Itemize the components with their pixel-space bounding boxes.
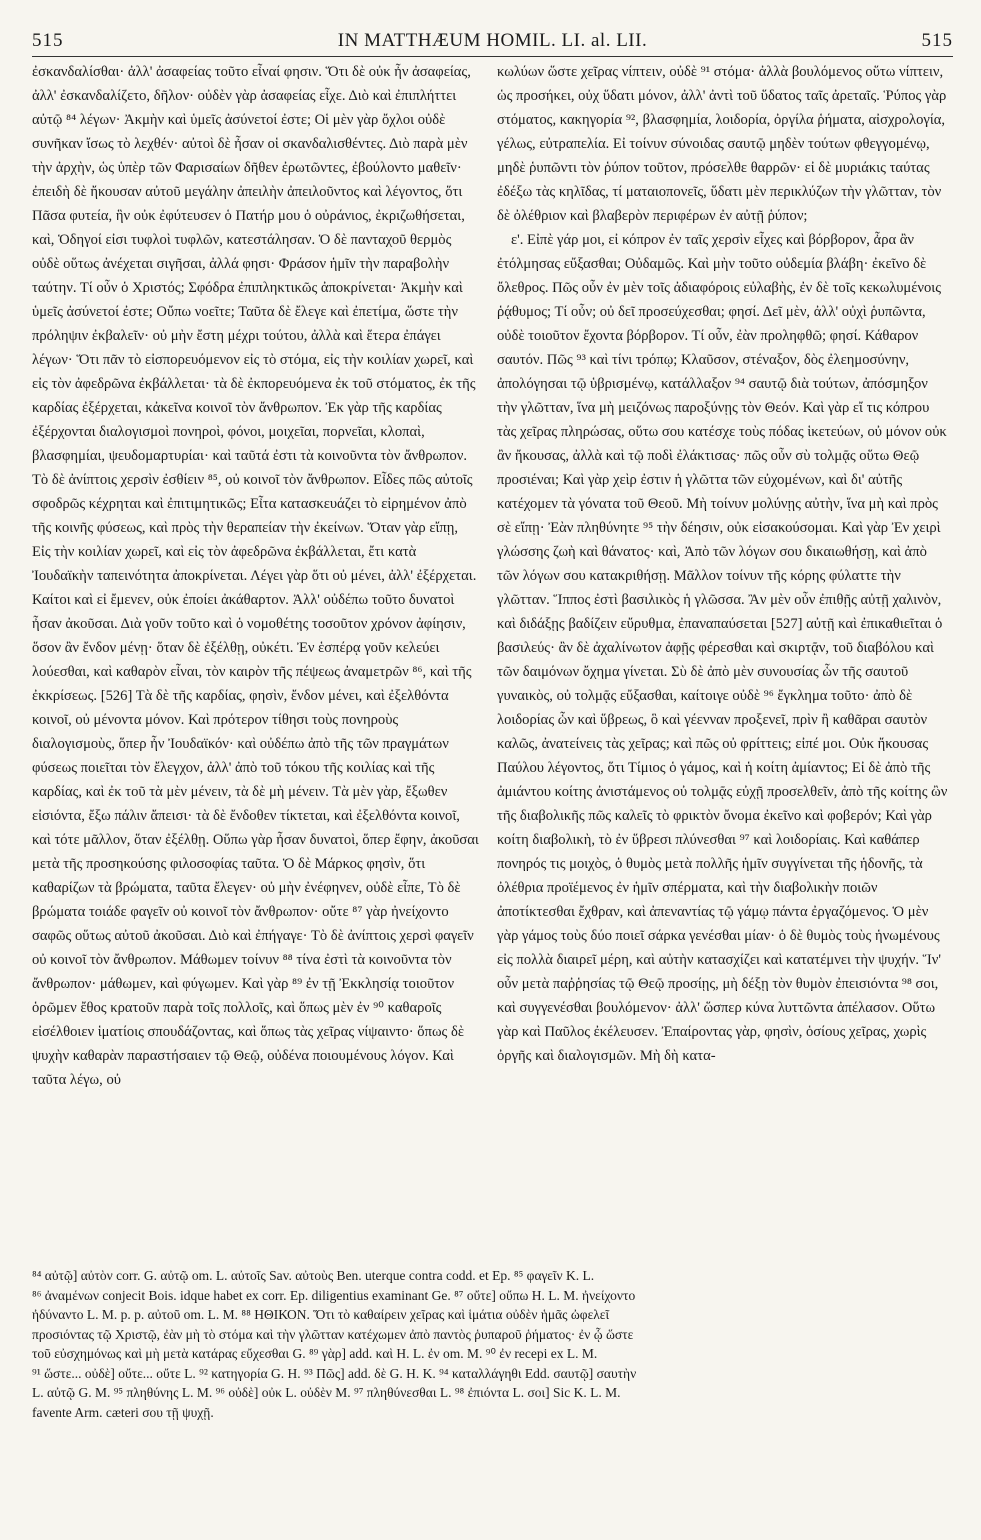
text-column-left [32, 60, 480, 1264]
footnote-line: L. αὐτῷ G. M. ⁹⁵ πληθύνης L. M. ⁹⁶ οὐδὲ] οὐκ L. οὐδὲν M. ⁹⁷ πληθύνεσθαι L. ⁹⁸ ἐπιόντα L. σοι] Sic K. L. M. [32, 1385, 621, 1400]
footnote-line: ⁸⁴ αὐτῷ] αὐτὸν corr. G. αὐτῷ om. L. αὐτοῖς Sav. αὐτοὺς Ben. uterque contra codd. et Ep. ⁸⁵ φαγεῖν K. L. [32, 1268, 595, 1283]
running-header [32, 28, 953, 57]
running-title: IN MATTHÆUM HOMIL. LI. al. LII. [337, 30, 648, 51]
footnote-line: ⁹¹ ὥστε... οὐδὲ] οὔτε... οὔτε L. ⁹² κατηγορία G. H. ⁹³ Πῶς] add. δὲ G. H. K. ⁹⁴ καταλλάγηθι Edd. σαυτῷ] σαυτὴν [32, 1365, 637, 1381]
footnotes [32, 1266, 949, 1532]
footnote-line: προσιόντας τῷ Χριστῷ, ἐὰν μὴ τὸ στόμα καὶ τὴν γλῶτταν κατέχωμεν ἀπὸ παντὸς ῥυπαροῦ ῥήματος· ἐν ᾧ ὥστε [32, 1326, 634, 1342]
page-number-right: 515 [921, 30, 953, 51]
text-column-right [497, 60, 949, 1264]
footnote-line: favente Arm. cæteri σου τῇ ψυχῇ. [32, 1404, 214, 1420]
page-number-left: 515 [32, 30, 64, 51]
paragraph: ἐσκανδαλίσθαι· ἀλλ' ἀσαφείας τοῦτο εἶναί φησιν. Ὅτι δὲ οὐκ ἦν ἀσαφείας, ἀλλ' ἐσκανδαλίζετο, δῆλον· οὐδὲν γὰρ ἀσαφείας εἶχε. Διὸ καὶ ἐπιπλήττει αὐτῷ ⁸⁴ λέγων· Ἀκμὴν καὶ ὑμεῖς ἀσύνετοί ἐστε; Οἱ μὲν γὰρ ὄχλοι οὐδὲ συνῆκαν ἴσως τὸ λεχθέν· αὐτοὶ δὲ ἦσαν οἱ σκανδαλισθέντες. Διὸ παρὰ μὲν τὴν ἀρχὴν, ὡς ὑπὲρ τῶν Φαρισαίων δῆθεν ἐρωτῶντες, ἐβούλοντο μαθεῖν· ἐπειδὴ δὲ ἤκουσαν αὐτοῦ μεγάλην ἀπειλὴν ἀπειλοῦντος καὶ λέγοντος, ὅτι Πᾶσα φυτεία, ἣν οὐκ ἐφύτευσεν ὁ Πατήρ μου ὁ οὐράνιος, ἐκριζωθήσεται, καὶ, Ὁδηγοί εἰσι τυφλοὶ τυφλῶν, κατεστάλησαν. Ὁ δὲ πανταχοῦ θερμὸς οὐδὲ οὕτως ἀνέχεται σιγῆσαι, ἀλλά φησι· Φράσον ἡμῖν τὴν παραβολὴν ταύτην. Τί οὖν ὁ Χριστός; Σφόδρα ἐπιπληκτικῶς ἀποκρίνεται· Ἀκμὴν καὶ ὑμεῖς ἀσύνετοί ἐστε; Οὔπω νοεῖτε; Ταῦτα δὲ ἔλεγε καὶ ἐπετίμα, ὥστε τὴν πρόληψιν ἐκβαλεῖν· οὐ μὴν ἔστη μέχρι τούτου, ἀλλὰ καὶ ἕτερα ἐπάγει λέγων· Ὅτι πᾶν τὸ εἰσπορευόμενον εἰς τὸ στόμα, εἰς τὴν κοιλίαν χωρεῖ, καὶ εἰς τὸν ἀφεδρῶνα ἐκβάλλεται· τὰ δὲ ἐκπορευόμενα ἐκ τοῦ στόματος, ἐκ τῆς καρδίας ἐξέρχεται, κἀκεῖνα κοινοῖ τὸν ἄνθρωπον. Ἐκ γὰρ τῆς καρδίας ἐξέρχονται διαλογισμοὶ πονηροὶ, φόνοι, μοιχεῖαι, πορνεῖαι, κλοπαὶ, βλασφημίαι, ψευδομαρτυρίαι· καὶ ταῦτά ἐστι τὰ κοινοῦντα τὸν ἄνθρωπον. Τὸ δὲ ἀνίπτοις χερσὶν ἐσθίειν ⁸⁵, οὐ κοινοῖ τὸν ἄνθρωπον. Εἶδες πῶς αὐτοῖς σφοδρῶς κέχρηται καὶ ἐπιτιμητικῶς; Εἶτα κατασκευάζει τὸ εἰρημένον ἀπὸ τῆς κοινῆς φύσεως, καὶ πρὸς τὴν θεραπείαν τὴν ἐκείνων. Ὅταν γὰρ εἴπῃ, Εἰς τὴν κοιλίαν χωρεῖ, καὶ εἰς τὸν ἀφεδρῶνα ἐκβάλλεται, ἔτι κατὰ Ἰουδαϊκὴν ταπεινότητα ἀποκρίνεται. Λέγει γὰρ ὅτι οὐ μένει, ἀλλ' ἐξέρχεται. Καίτοι καὶ εἰ ἔμενεν, οὐκ ἐποίει ἀκάθαρτον. Ἀλλ' οὐδέπω τοῦτο δυνατοὶ ἦσαν ἀκοῦσαι. Διὰ γοῦν τοῦτο καὶ ὁ νομοθέτης τοσοῦτον χρόνον ἀφίησιν, ὅσον ἂν ἔνδον μένῃ· ὅταν δὲ ἐξέλθῃ, οὐκέτι. Ἐν ἑσπέρᾳ γοῦν κελεύει λούεσθαι, καὶ καθαρὸν εἶναι, τὸν καιρὸν τῆς πέψεως ἀναμετρῶν ⁸⁶, καὶ τῆς ἐκκρίσεως. [526] Τὰ δὲ τῆς καρδίας, φησὶν, ἔνδον μένει, καὶ ἐξελθόντα κοινοῖ, οὐ μένοντα μόνον. Καὶ πρότερον τίθησι τοὺς πονηροὺς διαλογισμοὺς, ὅπερ ἦν Ἰουδαϊκόν· καὶ οὐδέπω ἀπὸ τῆς τῶν πραγμάτων φύσεως ποιεῖται τὸν ἔλεγχον, ἀλλ' ἀπὸ τοῦ τόκου τῆς κοιλίας καὶ τῆς καρδίας, καὶ ἐκ τοῦ τὰ μὲν μένειν, τὰ δὲ μὴ μένειν. Τὰ μὲν γὰρ, ἔξωθεν εἰσιόντα, ἔξω πάλιν ἄπεισι· τὰ δὲ ἔνδοθεν τίκτεται, καὶ ἐξελθόντα κοινοῖ, καὶ τότε μᾶλλον, ὅταν ἐξέλθῃ. Οὕπω γὰρ ἦσαν δυνατοὶ, ὅπερ ἔφην, ἀκοῦσαι μετὰ τῆς προσηκούσης φιλοσοφίας ταῦτα. Ὁ δὲ Μάρκος φησὶν, ὅτι καθαρίζων τὰ βρώματα, ταῦτα ἔλεγεν· οὐ μὴν ἐνέφηνεν, οὐδὲ εἶπε, Τὸ δὲ βρώματα τοιάδε φαγεῖν οὐ κοινοῖ τὸν ἄνθρωπον· οὔτε ⁸⁷ γὰρ ἠνείχοντο σαφῶς οὕτως αὐτοῦ ἀκοῦσαι. Διὸ καὶ ἐπήγαγε· Τὸ δὲ ἀνίπτοις χερσὶ φαγεῖν οὐ κοινοῖ τὸν ἄνθρωπον. Μάθωμεν τοίνυν ⁸⁸ τίνα ἐστὶ τὰ κοινοῦντα τὸν ἄνθρωπον· μάθωμεν, καὶ φύγωμεν. Καὶ γὰρ ⁸⁹ ἐν τῇ Ἐκκλησίᾳ τοιοῦτον ὁρῶμεν ἔθος κρατοῦν παρὰ τοῖς πολλοῖς, καὶ ὅπως μὲν ἐν ⁹⁰ καθαροῖς εἰσέλθοιεν ἱματίοις σπουδάζοντας, καὶ ὅπως τὰς χεῖρας νίψαιντο· ὅπως δὲ ψυχὴν καθαρὰν παραστήσαιεν τῷ Θεῷ, οὐδένα ποιουμένους λόγον. Καὶ ταῦτα λέγω, οὐ [32, 64, 479, 1088]
footnote-line: ἠδύναντο L. M. p. p. αὐτοῦ om. L. M. ⁸⁸ ΗΘΙΚΟΝ. Ὅτι τὸ καθαίρειν χεῖρας καὶ ἱμάτια οὐδὲν ἡμᾶς ὠφελεῖ [32, 1307, 610, 1322]
paragraph-section-5: ε'. Εἰπὲ γάρ μοι, εἰ κόπρον ἐν ταῖς χερσὶν εἶχες καὶ βόρβορον, ἆρα ἂν ἐτόλμησας εὔξασθαι; Οὐδαμῶς. Καὶ μὴν τοῦτο οὐδεμία βλάβη· ἐκεῖνο δὲ ὄλεθρος. Πῶς οὖν ἐν μὲν τοῖς ἀδιαφόροις εὐλαβὴς, ἐν δὲ τοῖς κεκωλυμένοις ῥᾴθυμος; Τί οὖν; οὐ δεῖ προσεύχεσθαι; φησί. Δεῖ μὲν, ἀλλ' οὐχὶ ῥυπῶντα, οὐδὲ τοιοῦτον ἔχοντα βόρβορον. Τί οὖν, ἐὰν προληφθῶ; φησί. Κάθαρον σαυτόν. Πῶς ⁹³ καὶ τίνι τρόπῳ; Κλαῦσον, στέναξον, δὸς ἐλεημοσύνην, ἀπολόγησαι τῷ ὑβρισμένῳ, κατάλλαξον ⁹⁴ σαυτῷ διὰ τούτων, ἀπόσμηξον τὴν γλῶτταν, ἵνα μὴ μειζόνως παροξύνῃς τὸν Θεόν. Καὶ γὰρ εἴ τις κόπρου τὰς χεῖρας πληρώσας, οὕτω σου κατέσχε τοὺς πόδας ἱκετεύων, οὐ μόνον οὐκ ἂν ἤκουσας, ἀλλὰ καὶ τῷ ποδὶ ἐλάκτισας· πῶς οὖν σὺ τολμᾷς οὕτω Θεῷ προσιέναι; Καὶ γὰρ χεὶρ ἐστιν ἡ γλῶττα τῶν εὐχομένων, καὶ δι' αὐτῆς κατέχομεν τὰ γόνατα τοῦ Θεοῦ. Μὴ τοίνυν μολύνῃς αὐτὴν, ἵνα μὴ καὶ πρὸς σὲ εἴπῃ· Ἐὰν πληθύνητε ⁹⁵ τὴν δέησιν, οὐκ εἰσακούσομαι. Καὶ γὰρ Ἐν χειρὶ γλώσσης ζωὴ καὶ θάνατος· καὶ, Ἀπὸ τῶν λόγων σου δικαιωθήσῃ, καὶ ἀπὸ τῶν λόγων σου κατακριθήσῃ. Μᾶλλον τοίνυν τῆς κόρης φύλαττε τὴν γλῶτταν. Ἵππος ἐστὶ βασιλικὸς ἡ γλῶσσα. Ἂν μὲν οὖν ἐπιθῇς αὐτῇ χαλινὸν, καὶ διδάξῃς βαδίζειν εὔρυθμα, ἐπαναπαύσεται [527] αὐτῇ καὶ ἐπικαθιεῖται ὁ βασιλεύς· ἂν δὲ ἀχαλίνωτον ἀφῇς φέρεσθαι καὶ σκιρτᾷν, τοῦ διαβόλου καὶ τῶν δαιμόνων ὄχημα γίνεται. Σὺ δὲ ἀπὸ μὲν συνουσίας ὧν τῆς σαυτοῦ γυναικὸς, οὐ τολμᾷς εὔξασθαι, καίτοιγε οὐδὲ ⁹⁶ ἔγκλημα τοῦτο· ἀπὸ δὲ λοιδορίας ὧν καὶ ὕβρεως, ὃ καὶ γέενναν προξενεῖ, πρὶν ἢ καθᾶραι σαυτὸν καλῶς, ἀνατείνεις τὰς χεῖρας; καὶ πῶς οὐ φρίττεις; εἰπέ μοι. Οὐκ ἤκουσας Παύλου λέγοντος, ὅτι Τίμιος ὁ γάμος, καὶ ἡ κοίτη ἀμίαντος; Εἰ δὲ ἀπὸ τῆς ἀμιάντου κοίτης ἀνιστάμενος οὐ τολμᾷς εὐχῇ προσελθεῖν, ἀπὸ τῆς κοίτης ὢν τῆς διαβολικῆς πῶς καλεῖς τὸ φρικτὸν ὄνομα ἐκεῖνο καὶ φοβερόν; Καὶ γὰρ κοίτη διαβολικὴ, τὸ ἐν ὕβρεσι πλύνεσθαι ⁹⁷ καὶ λοιδορίαις. Καὶ καθάπερ πονηρός τις μοιχὸς, ὁ θυμὸς μετὰ πολλῆς ἡμῖν συγγίνεται τῆς ἡδονῆς, τὰ ὀλέθρια προϊέμενος ἐν ἡμῖν σπέρματα, καὶ τὴν διαβολικὴν ποιῶν ἀποτίκτεσθαι ἔχθραν, καὶ ἀπεναντίας τῷ γάμῳ πάντα ἐργαζόμενος. Ὁ μὲν γὰρ γάμος τοὺς δύο ποιεῖ σάρκα γενέσθαι μίαν· ὁ δὲ θυμὸς τοὺς ἡνωμένους εἰς πολλὰ διαιρεῖ μέρη, καὶ αὐτὴν κατασχίζει καὶ κατατέμνει τὴν ψυχήν. Ἵν' οὖν μετὰ παῤῥησίας τῷ Θεῷ προσίῃς, μὴ δέξῃ τὸν θυμὸν ἐπεισιόντα ⁹⁸ σοι, καὶ συγγενέσθαι βουλόμενον· ἀλλ' ὥσπερ κύνα λυττῶντα ἀπέλασον. Οὕτω γὰρ καὶ Παῦλος ἐκέλευσεν. Ἐπαίροντας γὰρ, φησὶν, ὁσίους χεῖρας, χωρὶς ὀργῆς καὶ διαλογισμῶν. Μὴ δὴ κατα- [497, 232, 948, 1064]
footnote-line: ⁸⁶ ἀναμένων conjecit Bois. idque habet ex corr. Ep. diligentius examinant Ge. ⁸⁷ οὔτε] οὔπω H. L. M. ἠνείχοντο [32, 1287, 636, 1303]
paragraph: κωλύων ὥστε χεῖρας νίπτειν, οὐδὲ ⁹¹ στόμα· ἀλλὰ βουλόμενος οὕτω νίπτειν, ὡς προσήκει, οὐχ ὕδατι μόνον, ἀλλ' ἀντὶ τοῦ ὕδατος ταῖς ἀρεταῖς. Ῥύπος γὰρ στόματος, κακηγορία ⁹², βλασφημία, λοιδορία, ὀργίλα ῥήματα, αἰσχρολογία, γέλως, εὐτραπελία. Εἰ τοίνυν σύνοιδας σαυτῷ μηδὲν τούτων φθεγγομένῳ, μηδὲ ῥυπῶντι τὸν ῥύπον τοῦτον, πρόσελθε θαρρῶν· εἰ δὲ μυριάκις ταύτας ἐδέξω τὰς κηλῖδας, τί ματαιοπονεῖς, ὕδατι μὲν περικλύζων τὴν γλῶτταν, τὸν δὲ ὀλέθριον καὶ βλαβερὸν περιφέρων ἐν αὐτῇ ῥύπον; [497, 64, 947, 224]
footnote-line: τοῦ εὐσχημόνως καὶ μὴ μετὰ κατάρας εὔχεσθαι G. ⁸⁹ γὰρ] add. καὶ H. L. ἐν om. M. ⁹⁰ ἐν recepi ex L. M. [32, 1346, 598, 1361]
